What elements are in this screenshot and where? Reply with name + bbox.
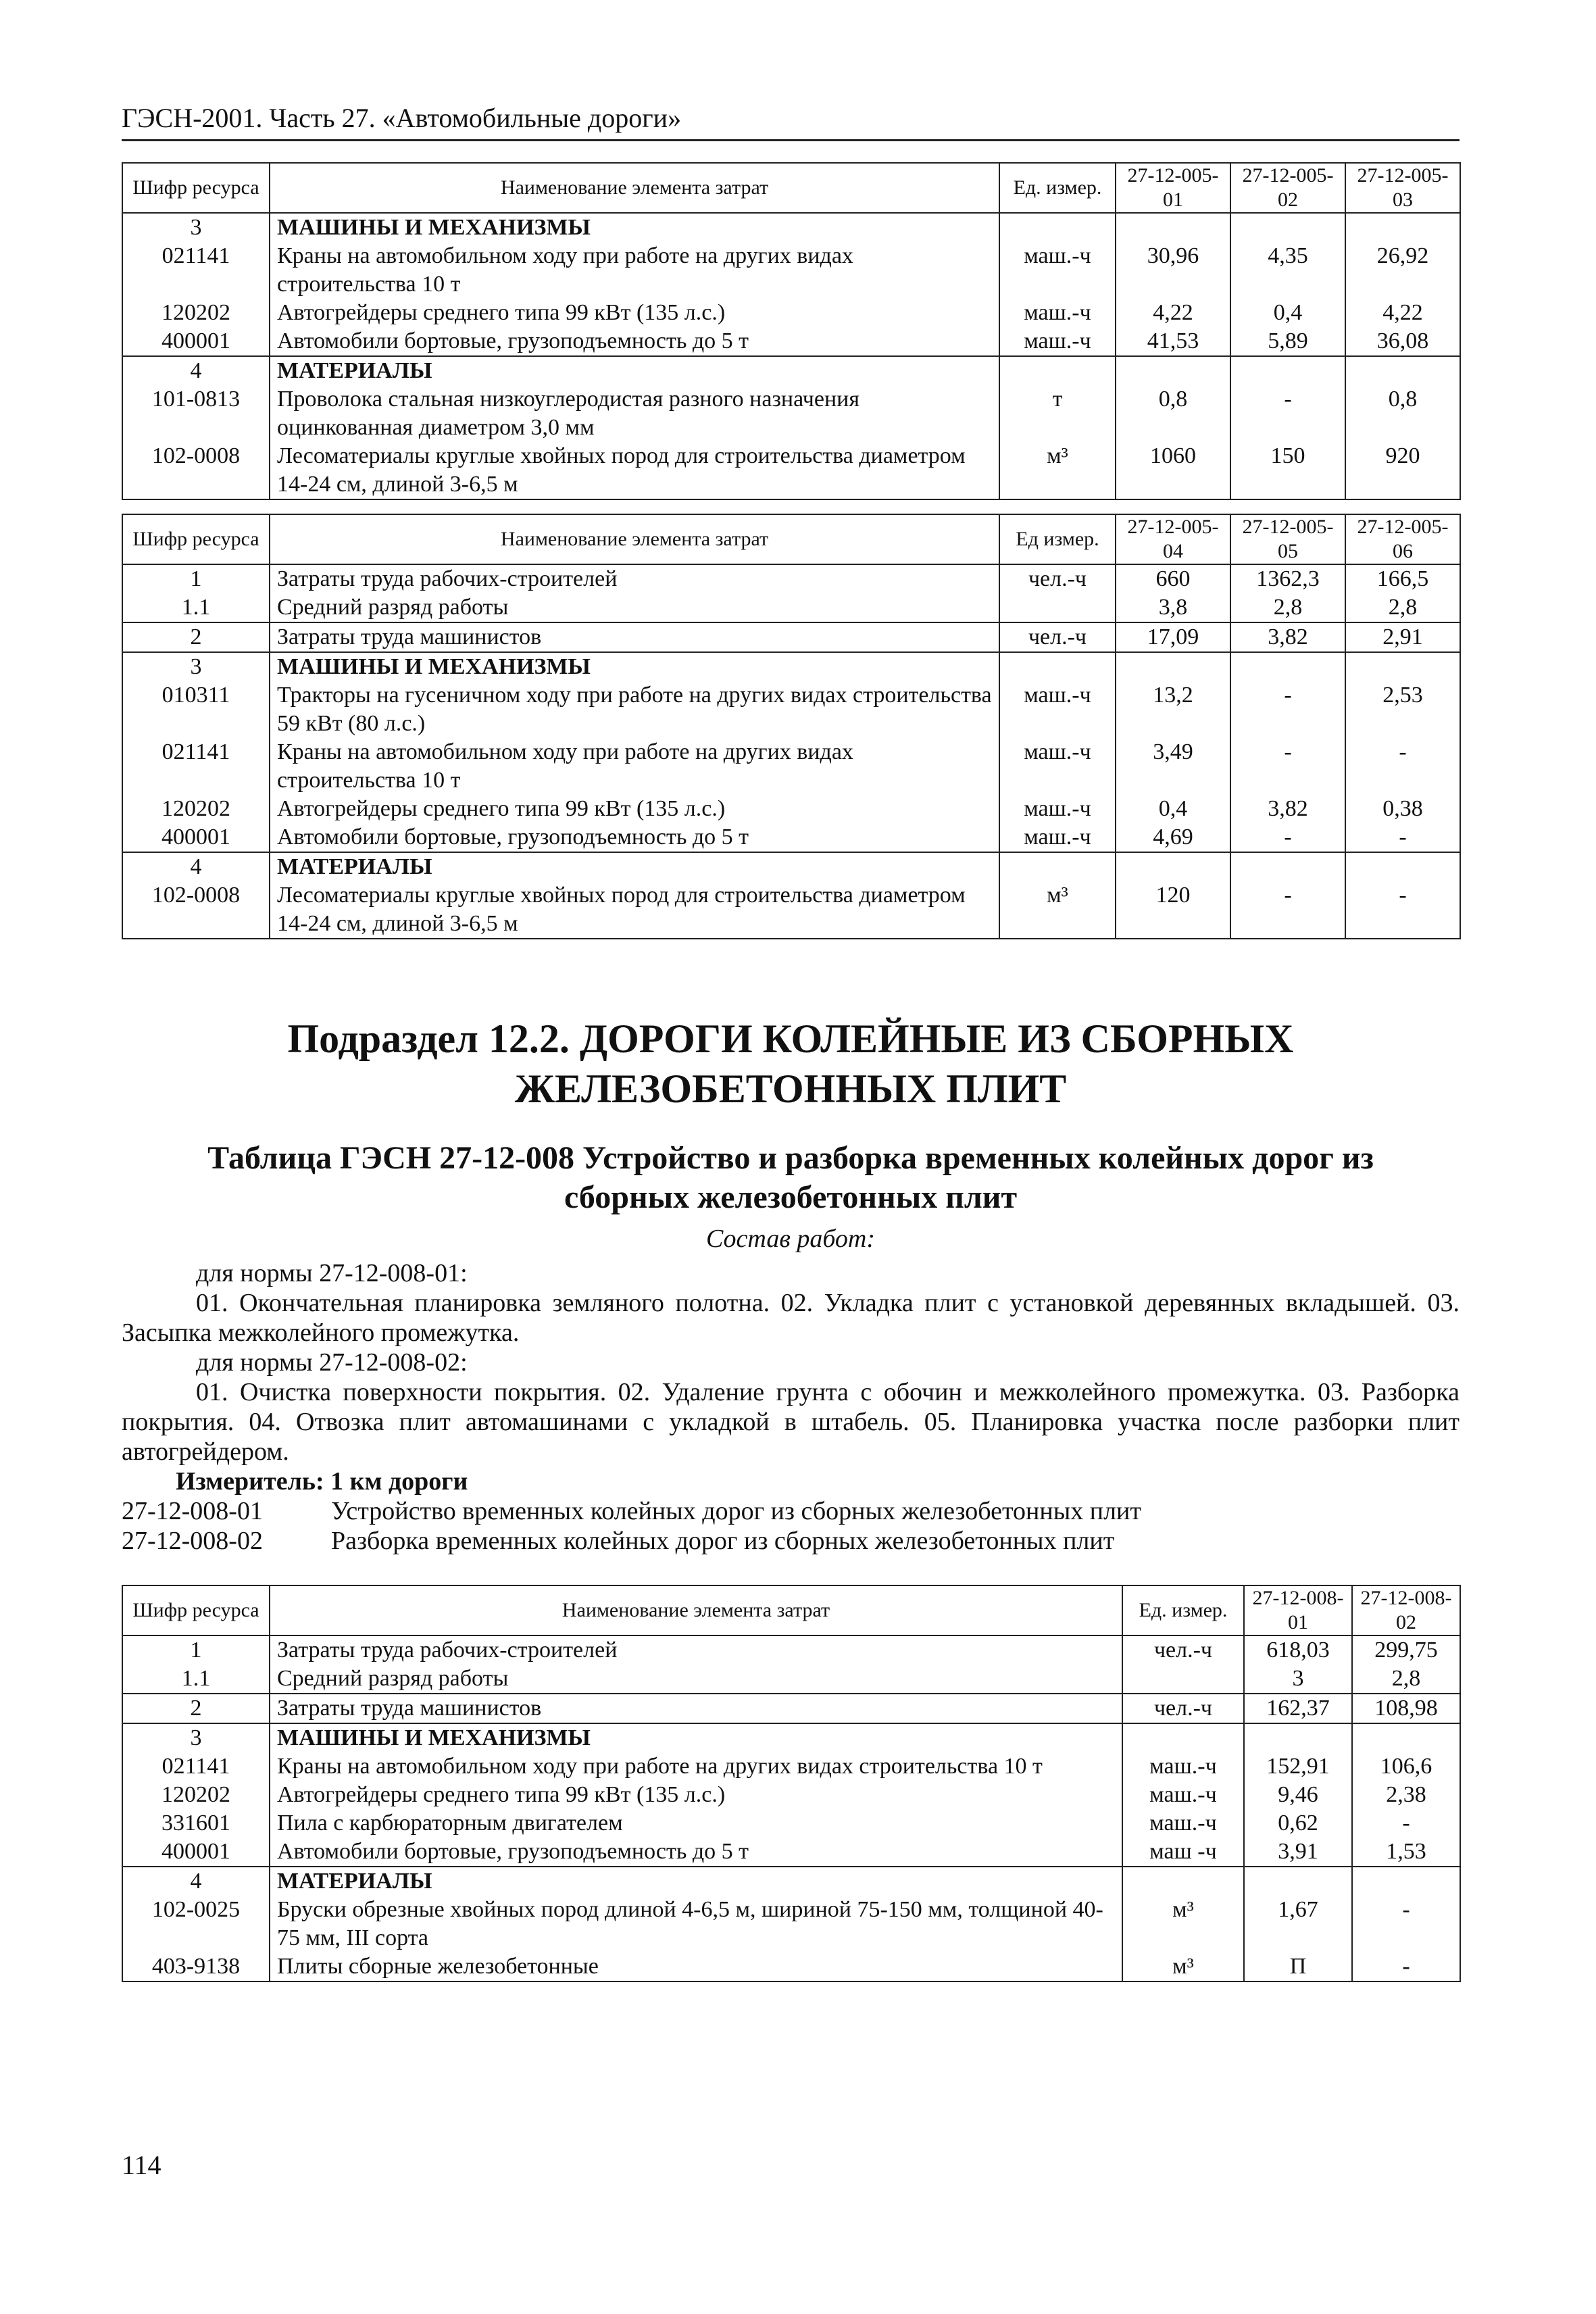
norm-value: - <box>1230 385 1345 442</box>
column-header: 27-12-005-06 <box>1345 514 1460 564</box>
resource-code: 400001 <box>122 823 270 852</box>
column-header: Ед измер. <box>999 514 1116 564</box>
norm-value <box>1116 852 1230 881</box>
resource-code: 4 <box>122 356 270 385</box>
unit: маш -ч <box>1122 1838 1244 1867</box>
table-row <box>122 1752 1460 1781</box>
resource-code: 102-0008 <box>122 442 270 499</box>
norm-value: - <box>1230 681 1345 738</box>
resource-name: Автогрейдеры среднего типа 99 кВт (135 л.с.) <box>270 1781 1122 1809</box>
norm2-text: 01. Очистка поверхности покрытия. 02. Удаление грунта с обочин и межколейного промежутка. 03. Разборка покрытия. 04. Отвозка плит автомашинами с укладкой в штабель. 05. Планировка участка после разборки плит автогрейдером. <box>122 1378 1460 1466</box>
norm-value: 2,53 <box>1345 681 1460 738</box>
section-row <box>122 852 1460 881</box>
norm-list-item <box>122 1526 1460 1556</box>
table-row <box>122 564 1460 593</box>
norm-value: 17,09 <box>1116 622 1230 652</box>
unit: маш.-ч <box>999 823 1116 852</box>
resource-name: МАТЕРИАЛЫ <box>270 1867 1122 1896</box>
resource-code: 400001 <box>122 327 270 356</box>
norm-value: 0,8 <box>1345 385 1460 442</box>
table-title-line1: Таблица ГЭСН 27-12-008 Устройство и разборка временных колейных дорог из <box>207 1140 1374 1176</box>
norm-value: 3,49 <box>1116 738 1230 795</box>
section-row <box>122 1867 1460 1896</box>
resource-code: 2 <box>122 1694 270 1723</box>
unit <box>1122 1665 1244 1694</box>
resource-name: Автогрейдеры среднего типа 99 кВт (135 л.с.) <box>270 795 999 823</box>
resource-name: Автомобили бортовые, грузоподъемность до 5 т <box>270 1838 1122 1867</box>
resource-name: Тракторы на гусеничном ходу при работе на других видах строительства 59 кВт (80 л.с.) <box>270 681 999 738</box>
norm-name: Разборка временных колейных дорог из сборных железобетонных плит <box>331 1527 1115 1555</box>
unit <box>999 652 1116 681</box>
resource-name: Пила с карбюраторным двигателем <box>270 1809 1122 1838</box>
norm-value <box>1116 213 1230 242</box>
unit <box>1122 1867 1244 1896</box>
unit: маш.-ч <box>1122 1752 1244 1781</box>
column-header: 27-12-005-05 <box>1230 514 1345 564</box>
unit: чел.-ч <box>999 622 1116 652</box>
norm-value <box>1345 213 1460 242</box>
works-description <box>122 1258 1460 1556</box>
resource-name: Лесоматериалы круглые хвойных пород для строительства диаметром 14-24 см, длиной 3-6,5 м <box>270 881 999 939</box>
norm-value: 9,46 <box>1244 1781 1352 1809</box>
norm-value: 660 <box>1116 564 1230 593</box>
norm-code: 27-12-008-01 <box>122 1497 263 1525</box>
unit: м³ <box>1122 1952 1244 1981</box>
norm-value: 152,91 <box>1244 1752 1352 1781</box>
resource-code: 120202 <box>122 299 270 327</box>
unit: маш.-ч <box>999 681 1116 738</box>
table-row <box>122 881 1460 939</box>
unit: маш.-ч <box>1122 1809 1244 1838</box>
section-row <box>122 1723 1460 1752</box>
resource-name: Затраты труда машинистов <box>270 1694 1122 1723</box>
norm-value: 5,89 <box>1230 327 1345 356</box>
table-row <box>122 1952 1460 1981</box>
resource-name: МАШИНЫ И МЕХАНИЗМЫ <box>270 652 999 681</box>
unit: м³ <box>999 442 1116 499</box>
norm-list-item <box>122 1496 1460 1526</box>
norm-value: 0,62 <box>1244 1809 1352 1838</box>
norm-value: 2,91 <box>1345 622 1460 652</box>
resource-code: 4 <box>122 1867 270 1896</box>
resource-name: Средний разряд работы <box>270 593 999 622</box>
resource-name: Затраты труда рабочих-строителей <box>270 564 999 593</box>
norm-value: 4,22 <box>1116 299 1230 327</box>
section-row <box>122 652 1460 681</box>
table-row <box>122 681 1460 738</box>
unit: маш.-ч <box>1122 1781 1244 1809</box>
norm-value: 166,5 <box>1345 564 1460 593</box>
norm-value: 30,96 <box>1116 242 1230 299</box>
resource-code: 1.1 <box>122 593 270 622</box>
norm-value <box>1352 1867 1460 1896</box>
unit: маш.-ч <box>999 242 1116 299</box>
section-row <box>122 213 1460 242</box>
resource-name: Бруски обрезные хвойных пород длиной 4-6,5 м, шириной 75-150 мм, толщиной 40-75 мм, III сорта <box>270 1896 1122 1952</box>
norm-value: 3,82 <box>1230 622 1345 652</box>
table-row <box>122 795 1460 823</box>
resource-code: 1 <box>122 1635 270 1665</box>
norm-value <box>1116 356 1230 385</box>
table-row <box>122 242 1460 299</box>
resource-code: 331601 <box>122 1809 270 1838</box>
table-header-row <box>122 163 1460 213</box>
table-header-row <box>122 514 1460 564</box>
column-header: 27-12-008-01 <box>1244 1585 1352 1635</box>
table-row <box>122 385 1460 442</box>
resource-name: Автомобили бортовые, грузоподъемность до 5 т <box>270 327 999 356</box>
norm-value: 3 <box>1244 1665 1352 1694</box>
resource-name: Средний разряд работы <box>270 1665 1122 1694</box>
resource-code: 3 <box>122 1723 270 1752</box>
unit <box>999 356 1116 385</box>
page-number: 114 <box>122 2150 161 2180</box>
resource-code: 3 <box>122 652 270 681</box>
norm-value <box>1230 652 1345 681</box>
norm-value: - <box>1230 881 1345 939</box>
norm-value: - <box>1352 1896 1460 1952</box>
norm-value <box>1230 356 1345 385</box>
table-row <box>122 1781 1460 1809</box>
norm-value: - <box>1345 738 1460 795</box>
resource-table-005-04-06 <box>122 514 1461 939</box>
norm-value: 4,35 <box>1230 242 1345 299</box>
norm-value: 2,38 <box>1352 1781 1460 1809</box>
column-header: 27-12-005-02 <box>1230 163 1345 213</box>
resource-name: Краны на автомобильном ходу при работе на других видах строительства 10 т <box>270 738 999 795</box>
table-row <box>122 622 1460 652</box>
norm-value: П <box>1244 1952 1352 1981</box>
column-header: 27-12-008-02 <box>1352 1585 1460 1635</box>
section-row <box>122 356 1460 385</box>
column-header: 27-12-005-03 <box>1345 163 1460 213</box>
resource-name: МАШИНЫ И МЕХАНИЗМЫ <box>270 1723 1122 1752</box>
unit <box>999 852 1116 881</box>
norm-value: 4,22 <box>1345 299 1460 327</box>
table-row <box>122 1809 1460 1838</box>
norm-name: Устройство временных колейных дорог из сборных железобетонных плит <box>331 1497 1142 1525</box>
resource-name: Краны на автомобильном ходу при работе на других видах строительства 10 т <box>270 242 999 299</box>
resource-code: 1 <box>122 564 270 593</box>
column-header: Шифр ресурса <box>122 163 270 213</box>
norm-value: 1,53 <box>1352 1838 1460 1867</box>
norm-value: 162,37 <box>1244 1694 1352 1723</box>
column-header: 27-12-005-04 <box>1116 514 1230 564</box>
norm-value: 920 <box>1345 442 1460 499</box>
resource-table-005-01-03 <box>122 162 1461 500</box>
norm-value: 3,91 <box>1244 1838 1352 1867</box>
unit: маш.-ч <box>999 738 1116 795</box>
norm-value: 2,8 <box>1345 593 1460 622</box>
column-header: Наименование элемента затрат <box>270 163 999 213</box>
unit <box>1122 1723 1244 1752</box>
resource-code: 021141 <box>122 738 270 795</box>
table-title <box>122 1139 1460 1217</box>
norm-value <box>1244 1867 1352 1896</box>
resource-name: МАТЕРИАЛЫ <box>270 356 999 385</box>
resource-name: Проволока стальная низкоуглеродистая разного назначения оцинкованная диаметром 3,0 мм <box>270 385 999 442</box>
resource-table-008 <box>122 1585 1461 1982</box>
unit: т <box>999 385 1116 442</box>
table-title-line2: сборных железобетонных плит <box>564 1179 1018 1215</box>
norm-value: 299,75 <box>1352 1635 1460 1665</box>
resource-code: 120202 <box>122 1781 270 1809</box>
resource-code: 4 <box>122 852 270 881</box>
table-row <box>122 1694 1460 1723</box>
column-header: Наименование элемента затрат <box>270 1585 1122 1635</box>
unit: чел.-ч <box>1122 1635 1244 1665</box>
norm-value: 2,8 <box>1352 1665 1460 1694</box>
norm2-label: для нормы 27-12-008-02: <box>196 1348 468 1377</box>
table-row <box>122 1635 1460 1665</box>
norm-value <box>1230 852 1345 881</box>
unit: маш.-ч <box>999 327 1116 356</box>
norm-value: 13,2 <box>1116 681 1230 738</box>
resource-name: Краны на автомобильном ходу при работе на других видах строительства 10 т <box>270 1752 1122 1781</box>
resource-name: Лесоматериалы круглые хвойных пород для строительства диаметром 14-24 см, длиной 3-6,5 м <box>270 442 999 499</box>
unit: м³ <box>1122 1896 1244 1952</box>
norm1-label: для нормы 27-12-008-01: <box>196 1259 468 1287</box>
table-header-row <box>122 1585 1460 1635</box>
subsection-title-line1: Подраздел 12.2. ДОРОГИ КОЛЕЙНЫЕ ИЗ СБОРНЫХ <box>287 1016 1294 1061</box>
norm1-text: 01. Окончательная планировка земляного полотна. 02. Укладка плит с установкой деревянных вкладышей. 03. Засыпка межколейного промежутка. <box>122 1289 1460 1347</box>
norm-value <box>1244 1723 1352 1752</box>
unit: м³ <box>999 881 1116 939</box>
page-header: ГЭСН-2001. Часть 27. «Автомобильные дороги» <box>122 101 1460 141</box>
column-header: Наименование элемента затрат <box>270 514 999 564</box>
unit <box>999 213 1116 242</box>
resource-code: 403-9138 <box>122 1952 270 1981</box>
resource-code: 102-0008 <box>122 881 270 939</box>
norm-value <box>1352 1723 1460 1752</box>
column-header: Шифр ресурса <box>122 514 270 564</box>
unit: маш.-ч <box>999 795 1116 823</box>
norm-value: 150 <box>1230 442 1345 499</box>
norm-value: 36,08 <box>1345 327 1460 356</box>
resource-code: 021141 <box>122 242 270 299</box>
resource-code: 101-0813 <box>122 385 270 442</box>
resource-code: 1.1 <box>122 1665 270 1694</box>
resource-name: Затраты труда машинистов <box>270 622 999 652</box>
norm-value: - <box>1345 823 1460 852</box>
resource-code: 400001 <box>122 1838 270 1867</box>
works-label: Состав работ: <box>705 1225 876 1253</box>
column-header: Ед. измер. <box>999 163 1116 213</box>
table-row <box>122 1838 1460 1867</box>
resource-name: Плиты сборные железобетонные <box>270 1952 1122 1981</box>
norm-value <box>1345 356 1460 385</box>
column-header: Шифр ресурса <box>122 1585 270 1635</box>
unit: маш.-ч <box>999 299 1116 327</box>
unit <box>999 593 1116 622</box>
norm-value <box>1230 213 1345 242</box>
norm-value: 1060 <box>1116 442 1230 499</box>
norm-value: - <box>1230 823 1345 852</box>
norm-value: 3,8 <box>1116 593 1230 622</box>
norm-value: 1362,3 <box>1230 564 1345 593</box>
resource-name: МАШИНЫ И МЕХАНИЗМЫ <box>270 213 999 242</box>
norm-value: - <box>1352 1809 1460 1838</box>
norm-value: 0,8 <box>1116 385 1230 442</box>
resource-code: 102-0025 <box>122 1896 270 1952</box>
table-row <box>122 1896 1460 1952</box>
resource-name: Автомобили бортовые, грузоподъемность до 5 т <box>270 823 999 852</box>
table-row <box>122 442 1460 499</box>
column-header: 27-12-005-01 <box>1116 163 1230 213</box>
subsection-title <box>122 1014 1460 1114</box>
resource-name: Автогрейдеры среднего типа 99 кВт (135 л.с.) <box>270 299 999 327</box>
norm-value: 4,69 <box>1116 823 1230 852</box>
norm-value: 41,53 <box>1116 327 1230 356</box>
measure-unit: Измеритель: 1 км дороги <box>176 1467 468 1496</box>
table-row <box>122 593 1460 622</box>
norm-value: 0,4 <box>1230 299 1345 327</box>
norm-code: 27-12-008-02 <box>122 1527 263 1555</box>
norm-value: 26,92 <box>1345 242 1460 299</box>
norm-value: - <box>1352 1952 1460 1981</box>
norm-value: - <box>1230 738 1345 795</box>
norm-value: 618,03 <box>1244 1635 1352 1665</box>
subsection-title-line2: ЖЕЛЕЗОБЕТОННЫХ ПЛИТ <box>514 1066 1067 1111</box>
norm-value: 106,6 <box>1352 1752 1460 1781</box>
resource-name: МАТЕРИАЛЫ <box>270 852 999 881</box>
unit: чел.-ч <box>1122 1694 1244 1723</box>
resource-code: 120202 <box>122 795 270 823</box>
norm-value <box>1116 652 1230 681</box>
norm-value: 0,4 <box>1116 795 1230 823</box>
norm-value <box>1345 852 1460 881</box>
norm-value: 0,38 <box>1345 795 1460 823</box>
norm-value: 120 <box>1116 881 1230 939</box>
resource-code: 021141 <box>122 1752 270 1781</box>
norm-value: - <box>1345 881 1460 939</box>
norm-value: 1,67 <box>1244 1896 1352 1952</box>
norm-value: 108,98 <box>1352 1694 1460 1723</box>
resource-code: 3 <box>122 213 270 242</box>
unit: чел.-ч <box>999 564 1116 593</box>
resource-code: 2 <box>122 622 270 652</box>
resource-code: 010311 <box>122 681 270 738</box>
table-row <box>122 1665 1460 1694</box>
resource-name: Затраты труда рабочих-строителей <box>270 1635 1122 1665</box>
column-header: Ед. измер. <box>1122 1585 1244 1635</box>
norm-value: 2,8 <box>1230 593 1345 622</box>
table-row <box>122 823 1460 852</box>
table-row <box>122 299 1460 327</box>
norm-value <box>1345 652 1460 681</box>
table-row <box>122 327 1460 356</box>
norm-value: 3,82 <box>1230 795 1345 823</box>
table-row <box>122 738 1460 795</box>
